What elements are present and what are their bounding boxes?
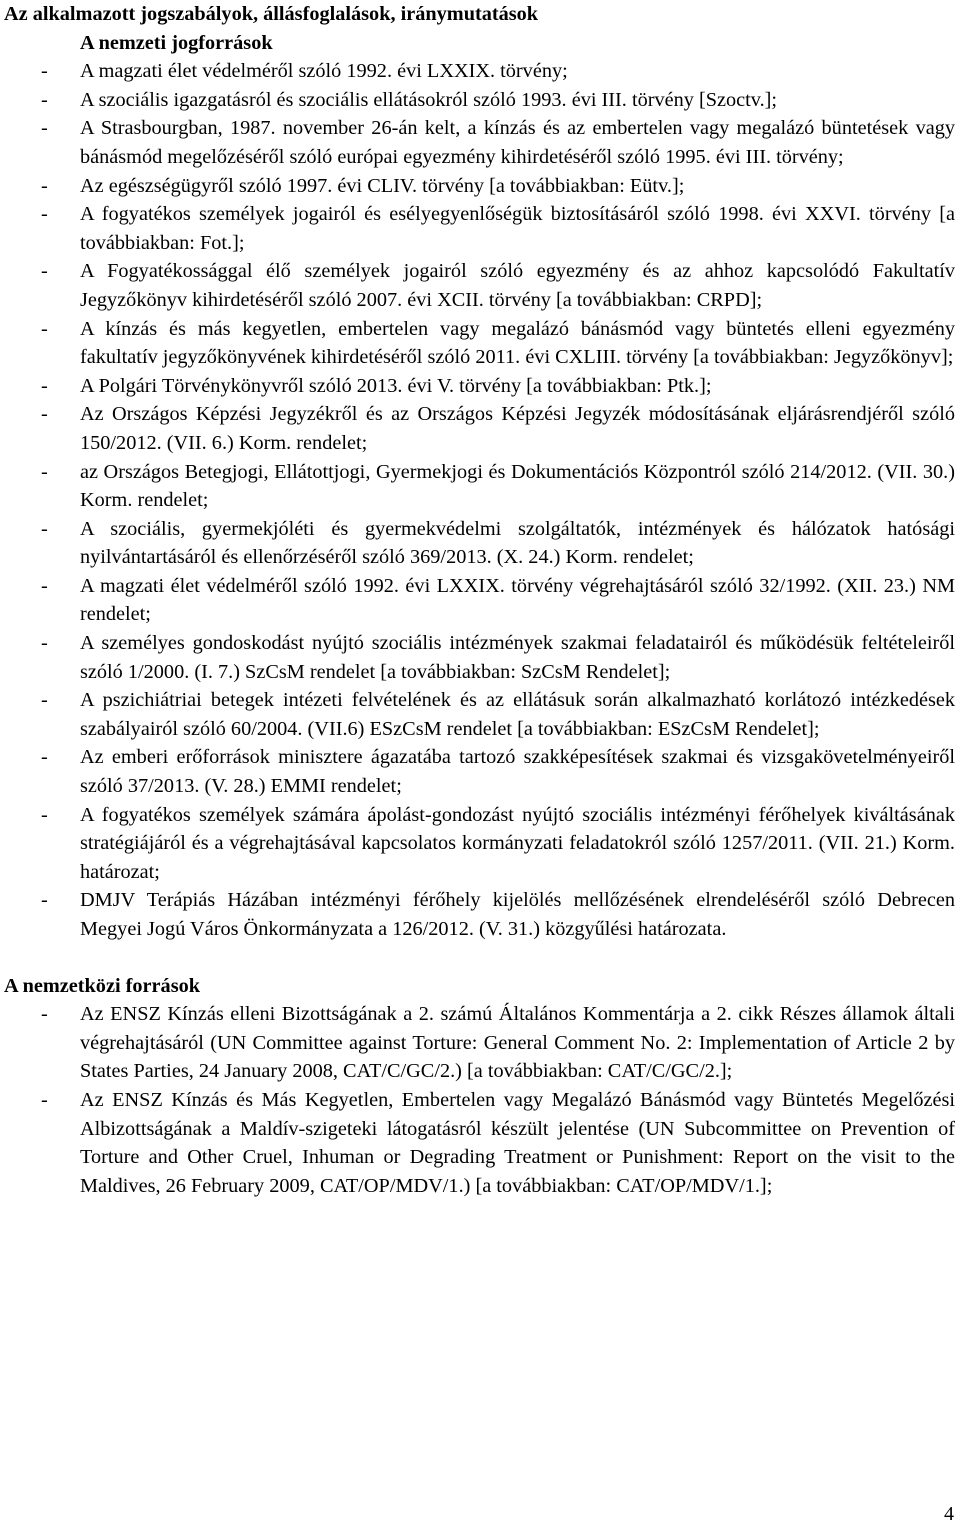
list-item: - A szociális, gyermekjóléti és gyermekvédelmi szolgáltatók, intézmények és hálózatok hatósági nyilvántartásáról és ellenőrzéséről szóló 369/2013. (X. 24.) Korm. rendelet; (4, 515, 955, 572)
list-item: - A magzati élet védelméről szóló 1992. évi LXXIX. törvény; (4, 57, 955, 86)
list-item: - Az Országos Képzési Jegyzékről és az Országos Képzési Jegyzék módosításának eljárásrendjéről szóló 150/2012. (VII. 6.) Korm. rendelet; (4, 400, 955, 457)
section-heading-national: A nemzeti jogforrások (80, 31, 273, 54)
national-sources-list (4, 57, 955, 943)
list-item: - DMJV Terápiás Házában intézményi férőhely kijelölés mellőzésének elrendeléséről szóló Debrecen Megyei Jogú Város Önkormányzata a 126/2012. (V. 31.) közgyűlési határozata. (4, 886, 955, 943)
list-item: - Az ENSZ Kínzás elleni Bizottságának a 2. számú Általános Kommentárja a 2. cikk Részes államok általi végrehajtásáról (UN Committee against Torture: General Comment No. 2: Implementation of Article 2 by States Parties, 24 January 2008, CAT/C/GC/2.) [a továbbiakban: CAT/C/GC/2.]; (4, 1000, 955, 1086)
list-item: - Az ENSZ Kínzás és Más Kegyetlen, Embertelen vagy Megalázó Bánásmód vagy Büntetés Megelőzési Albizottságának a Maldív-szigeteki látogatásról készült jelentése (UN Subcommittee on Prevention of Torture and Other Cruel, Inhuman or Degrading Treatment or Punishment: Report on the visit to the Maldives, 26 February 2009, CAT/OP/MDV/1.) [a továbbiakban: CAT/OP/MDV/1.]; (4, 1086, 955, 1200)
page-number: 4 (944, 1503, 954, 1525)
document-page (4, 0, 955, 1200)
list-item: - A fogyatékos személyek jogairól és esélyegyenlőségük biztosításáról szóló 1998. évi XXVI. törvény [a továbbiakban: Fot.]; (4, 200, 955, 257)
list-item: - A magzati élet védelméről szóló 1992. évi LXXIX. törvény végrehajtásáról szóló 32/1992. (XII. 23.) NM rendelet; (4, 572, 955, 629)
list-item: - A személyes gondoskodást nyújtó szociális intézmények szakmai feladatairól és működésük feltételeiről szóló 1/2000. (I. 7.) SzCsM rendelet [a továbbiakban: SzCsM Rendelet]; (4, 629, 955, 686)
section-heading-main: Az alkalmazott jogszabályok, állásfoglalások, iránymutatások (4, 3, 539, 25)
international-sources-list (4, 1000, 955, 1200)
list-item: - A kínzás és más kegyetlen, embertelen vagy megalázó bánásmód vagy büntetés elleni egyezmény fakultatív jegyzőkönyvének kihirdetéséről szóló 2011. évi CXLIII. törvény [a továbbiakban: Jegyzőkönyv]; (4, 315, 955, 372)
list-item: - A szociális igazgatásról és szociális ellátásokról szóló 1993. évi III. törvény [Szoctv.]; (4, 86, 955, 115)
list-item: - A pszichiátriai betegek intézeti felvételének és az ellátásuk során alkalmazható korlátozó intézkedések szabályairól szóló 60/2004. (VII.6) ESzCsM rendelet [a továbbiakban: ESzCsM Rendelet]; (4, 686, 955, 743)
list-item: - Az egészségügyről szóló 1997. évi CLIV. törvény [a továbbiakban: Eütv.]; (4, 172, 955, 201)
list-item: - A fogyatékos személyek számára ápolást-gondozást nyújtó szociális intézményi férőhelyek kiváltásának stratégiájáról és a végrehajtásával kapcsolatos kormányzati feladatokról szóló 1257/2011. (VII. 21.) Korm. határozat; (4, 801, 955, 887)
list-item: - A Fogyatékossággal élő személyek jogairól szóló egyezmény és az ahhoz kapcsolódó Fakultatív Jegyzőkönyv kihirdetéséről szóló 2007. évi XCII. törvény [a továbbiakban: CRPD]; (4, 257, 955, 314)
list-item: - A Polgári Törvénykönyvről szóló 2013. évi V. törvény [a továbbiakban: Ptk.]; (4, 372, 955, 401)
list-item: - az Országos Betegjogi, Ellátottjogi, Gyermekjogi és Dokumentációs Központról szóló 214/2012. (VII. 30.) Korm. rendelet; (4, 458, 955, 515)
list-item: - A Strasbourgban, 1987. november 26-án kelt, a kínzás és az embertelen vagy megalázó büntetések vagy bánásmód megelőzéséről szóló európai egyezmény kihirdetéséről szóló 1995. évi III. törvény; (4, 114, 955, 171)
section-heading-international: A nemzetközi források (4, 974, 201, 997)
list-item: - Az emberi erőforrások minisztere ágazatába tartozó szakképesítések szakmai és vizsgakövetelményeiről szóló 37/2013. (V. 28.) EMMI rendelet; (4, 743, 955, 800)
